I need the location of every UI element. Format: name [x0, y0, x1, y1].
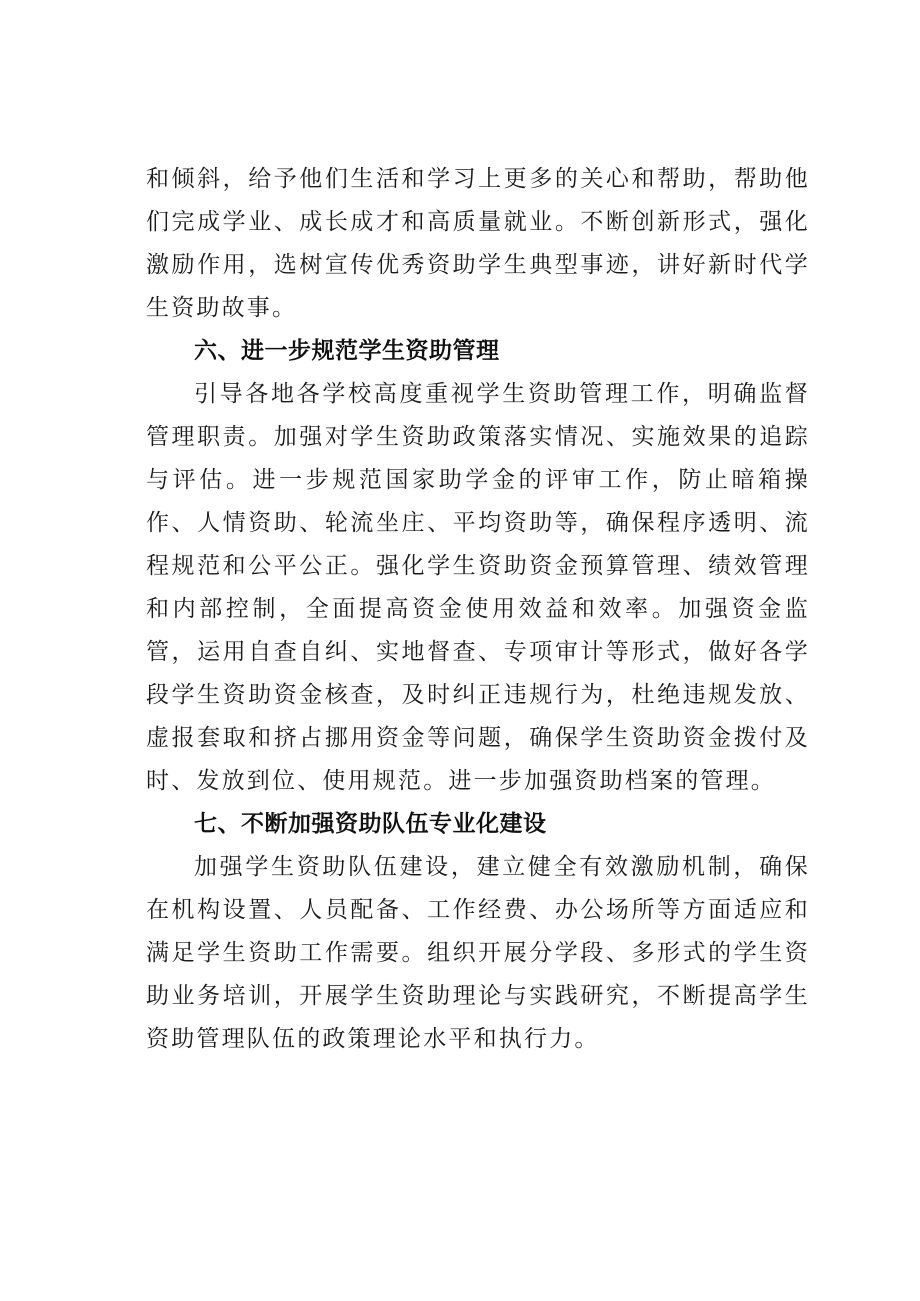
section-7-heading: 七、不断加强资助队伍专业化建设: [194, 811, 547, 837]
section-6-heading: 六、进一步规范学生资助管理: [194, 338, 500, 364]
section-7-paragraph: 加强学生资助队伍建设，建立健全有效激励机制，确保在机构设置、人员配备、工作经费、办公场所等方面适应和满足学生资助工作需要。组织开展分学段、多形式的学生资助业务培训，开展学生资助理论与实践研究，不断提高学生资助管理队伍的政策理论水平和执行力。: [146, 854, 810, 1052]
section-6-paragraph: 引导各地各学校高度重视学生资助管理工作，明确监督管理职责。加强对学生资助政策落实情况、实施效果的追踪与评估。进一步规范国家助学金的评审工作，防止暗箱操作、人情资助、轮流坐庄、平均资助等，确保程序透明、流程规范和公平公正。强化学生资助资金预算管理、绩效管理和内部控制，全面提高资金使用效益和效率。加强资金监管，运用自查自纠、实地督查、专项审计等形式，做好各学段学生资助资金核查，及时纠正违规行为，杜绝违规发放、虚报套取和挤占挪用资金等问题，确保学生资助资金拨付及时、发放到位、使用规范。进一步加强资助档案的管理。: [146, 381, 810, 794]
document-body: [146, 158, 810, 1061]
continuation-paragraph: 和倾斜，给予他们生活和学习上更多的关心和帮助，帮助他们完成学业、成长成才和高质量就业。不断创新形式，强化激励作用，选树宣传优秀资助学生典型事迹，讲好新时代学生资助故事。: [146, 166, 810, 321]
